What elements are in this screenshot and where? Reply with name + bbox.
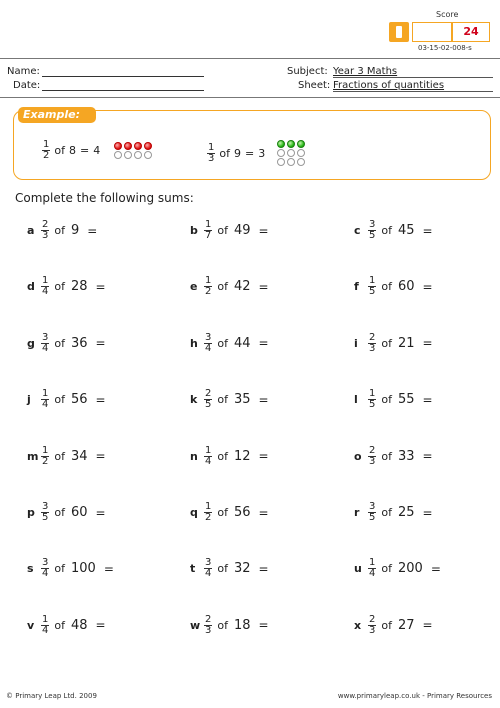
name-label: Name: xyxy=(7,66,40,77)
sum-item-n xyxy=(190,446,269,467)
sum-item-h xyxy=(190,333,269,354)
equals-sign: = xyxy=(258,618,269,633)
sum-quantity: 21 xyxy=(397,335,415,351)
sum-letter: l xyxy=(354,393,358,407)
fraction-numerator: 1 xyxy=(42,613,49,625)
sum-fraction xyxy=(204,502,212,523)
fraction-numerator: 3 xyxy=(42,331,49,343)
fraction-denominator: 5 xyxy=(369,399,376,411)
of-word: of xyxy=(54,562,65,576)
sum-letter: d xyxy=(27,280,35,294)
sum-quantity: 55 xyxy=(397,392,415,408)
of-word: of xyxy=(217,393,228,407)
sum-item-u xyxy=(354,558,441,579)
of-word: of xyxy=(217,280,228,294)
fields-divider xyxy=(0,97,500,98)
sum-quantity: 36 xyxy=(70,335,88,351)
sum-fraction xyxy=(368,276,376,297)
fraction-denominator: 2 xyxy=(43,150,50,161)
sum-item-g xyxy=(27,333,106,354)
equals-sign: = xyxy=(422,279,433,294)
sum-fraction xyxy=(41,276,49,297)
of-word: of xyxy=(54,224,65,237)
fraction-denominator: 2 xyxy=(205,512,212,523)
fraction-denominator: 4 xyxy=(205,455,212,467)
sum-quantity: 35 xyxy=(233,392,251,408)
fraction-numerator: 3 xyxy=(205,331,212,343)
of-word: of xyxy=(381,224,392,237)
fraction-numerator: 2 xyxy=(205,388,212,400)
fraction-numerator: 3 xyxy=(369,501,376,512)
fraction-denominator: 2 xyxy=(205,286,212,298)
of-word: of xyxy=(217,224,228,237)
of-word: of xyxy=(381,618,392,632)
sum-fraction xyxy=(204,333,212,354)
sum-fraction xyxy=(204,615,212,636)
equals-sign: = xyxy=(258,279,269,294)
equals-sign: = xyxy=(258,223,269,238)
fraction-denominator: 4 xyxy=(369,568,376,580)
example-quantity: 9 xyxy=(233,146,241,160)
primary-leap-logo xyxy=(389,22,409,42)
sum-item-o xyxy=(354,446,433,467)
sum-letter: s xyxy=(27,562,34,576)
sum-fraction xyxy=(368,502,376,523)
example-item-1 xyxy=(42,140,153,161)
sum-letter: e xyxy=(190,280,198,294)
sum-fraction xyxy=(41,220,49,241)
fraction-denominator: 3 xyxy=(369,455,376,467)
fraction-numerator: 1 xyxy=(205,501,212,512)
sum-quantity: 100 xyxy=(70,561,96,577)
red-counters-icon xyxy=(114,142,153,159)
equals-sign: = xyxy=(422,449,433,464)
of-word: of xyxy=(381,280,392,294)
sum-letter: g xyxy=(27,336,35,350)
sheet-value: Fractions of quantities xyxy=(333,80,445,91)
score-value: 24 xyxy=(452,22,490,42)
sum-quantity: 12 xyxy=(233,448,251,464)
sum-item-b xyxy=(190,220,269,241)
equals-sign: = xyxy=(87,223,98,238)
sum-fraction xyxy=(368,558,376,579)
green-counters-icon xyxy=(277,140,306,166)
sum-letter: j xyxy=(27,393,31,407)
equals-sign: = xyxy=(95,505,106,520)
sum-quantity: 48 xyxy=(70,617,88,633)
sum-quantity: 33 xyxy=(397,448,415,464)
sum-item-q xyxy=(190,502,269,523)
sum-letter: r xyxy=(354,506,360,519)
subject-line xyxy=(333,77,493,78)
sum-item-p xyxy=(27,502,106,523)
fraction-denominator: 3 xyxy=(208,152,215,164)
subject-label: Subject: xyxy=(287,66,328,77)
sum-fraction xyxy=(204,446,212,467)
equals-sign: = xyxy=(430,561,441,576)
name-line[interactable] xyxy=(42,76,204,77)
sum-letter: c xyxy=(354,224,361,237)
sum-item-l xyxy=(354,389,433,410)
fraction-denominator: 5 xyxy=(369,286,376,298)
header-divider xyxy=(0,58,500,59)
sum-fraction xyxy=(368,389,376,410)
fraction-numerator: 1 xyxy=(369,275,376,287)
sum-item-j xyxy=(27,389,106,410)
equals-sign: = xyxy=(422,505,433,520)
sum-letter: b xyxy=(190,224,198,237)
fraction-numerator: 3 xyxy=(42,501,49,512)
fraction-numerator: 2 xyxy=(369,613,376,625)
equals-sign: = xyxy=(103,561,114,576)
equals-sign: = xyxy=(422,336,433,351)
equals-sign: = xyxy=(95,618,106,633)
sum-quantity: 9 xyxy=(70,223,80,238)
of-word: of xyxy=(54,280,65,294)
equals-sign: = xyxy=(95,279,106,294)
fraction-numerator: 1 xyxy=(42,275,49,287)
sum-quantity: 32 xyxy=(233,561,251,577)
fraction-denominator: 4 xyxy=(42,342,49,354)
of-word: of xyxy=(381,562,392,576)
equals-sign: = xyxy=(422,223,433,238)
equals-sign: = xyxy=(258,392,269,407)
sum-quantity: 42 xyxy=(233,279,251,295)
sum-item-r xyxy=(354,502,433,523)
fraction-denominator: 4 xyxy=(205,342,212,354)
fraction-denominator: 4 xyxy=(42,568,49,580)
fraction-numerator: 2 xyxy=(205,613,212,625)
fraction-numerator: 1 xyxy=(42,444,49,456)
sum-item-d xyxy=(27,276,106,297)
sum-letter: n xyxy=(190,449,198,463)
sum-quantity: 44 xyxy=(233,335,251,351)
fraction-numerator: 1 xyxy=(42,388,49,400)
sum-letter: t xyxy=(190,562,196,576)
sum-fraction xyxy=(368,333,376,354)
of-word: of xyxy=(381,393,392,407)
sum-item-v xyxy=(27,615,106,636)
sum-item-w xyxy=(190,615,269,636)
instruction-text: Complete the following sums: xyxy=(15,191,194,205)
fraction-numerator: 3 xyxy=(205,557,212,569)
equals-sign: = xyxy=(258,336,269,351)
sum-quantity: 56 xyxy=(233,505,251,520)
sum-letter: q xyxy=(190,506,198,519)
fraction-denominator: 4 xyxy=(42,399,49,411)
fraction-numerator: 2 xyxy=(42,219,49,230)
fraction-denominator: 3 xyxy=(369,624,376,636)
equals-sign: = xyxy=(244,146,255,160)
of-word: of xyxy=(54,506,65,519)
date-label: Date: xyxy=(13,80,41,91)
fraction-denominator: 5 xyxy=(369,230,376,241)
example-quantity: 8 xyxy=(68,144,76,157)
fraction-denominator: 4 xyxy=(42,624,49,636)
of-word: of xyxy=(54,618,65,632)
sheet-code: 03-15-02-008-s xyxy=(418,44,472,52)
fraction-numerator: 1 xyxy=(205,444,212,456)
fraction-numerator: 1 xyxy=(43,139,50,150)
sum-quantity: 49 xyxy=(233,223,251,238)
sum-item-e xyxy=(190,276,269,297)
of-word: of xyxy=(217,449,228,463)
fraction-numerator: 3 xyxy=(369,219,376,230)
sum-item-k xyxy=(190,389,269,410)
example-title: Example: xyxy=(18,107,96,123)
fraction-numerator: 1 xyxy=(205,275,212,287)
fraction-denominator: 2 xyxy=(42,455,49,467)
sum-letter: w xyxy=(190,618,201,632)
fraction-numerator: 3 xyxy=(42,557,49,569)
fraction-denominator: 3 xyxy=(42,230,49,241)
of-word: of xyxy=(54,336,65,350)
equals-sign: = xyxy=(422,392,433,407)
footer-website[interactable]: www.primaryleap.co.uk - Primary Resources xyxy=(337,692,492,700)
fraction-denominator: 5 xyxy=(369,512,376,523)
sum-item-a xyxy=(27,220,97,241)
sum-item-m xyxy=(27,446,106,467)
fraction-numerator: 1 xyxy=(369,557,376,569)
date-line[interactable] xyxy=(42,90,204,91)
logo-bar xyxy=(396,26,402,38)
sheet-label: Sheet: xyxy=(298,80,331,91)
sum-letter: m xyxy=(27,449,39,463)
of-word: of xyxy=(217,562,228,576)
fraction-numerator: 1 xyxy=(205,219,212,230)
sum-fraction xyxy=(41,615,49,636)
sum-letter: u xyxy=(354,562,362,576)
footer-copyright: © Primary Leap Ltd. 2009 xyxy=(6,692,97,700)
equals-sign: = xyxy=(95,392,106,407)
sum-fraction xyxy=(204,220,212,241)
sum-quantity: 34 xyxy=(70,448,88,464)
sum-letter: o xyxy=(354,449,362,463)
sum-item-t xyxy=(190,558,269,579)
of-word: of xyxy=(381,449,392,463)
sum-quantity: 18 xyxy=(233,617,251,633)
sheet-line xyxy=(333,91,493,92)
equals-sign: = xyxy=(95,449,106,464)
sum-fraction xyxy=(41,333,49,354)
sum-fraction xyxy=(41,446,49,467)
sum-quantity: 200 xyxy=(397,561,423,577)
sum-letter: p xyxy=(27,506,35,519)
example-fraction xyxy=(42,140,50,161)
sum-fraction xyxy=(41,502,49,523)
sum-fraction xyxy=(41,389,49,410)
sum-item-s xyxy=(27,558,114,579)
fraction-denominator: 4 xyxy=(42,286,49,298)
fraction-denominator: 5 xyxy=(205,399,212,411)
fraction-numerator: 1 xyxy=(208,141,215,153)
sum-item-x xyxy=(354,615,433,636)
sum-quantity: 45 xyxy=(397,223,415,238)
sum-fraction xyxy=(204,276,212,297)
of-word: of xyxy=(54,393,65,407)
example-answer: 3 xyxy=(258,146,266,160)
of-word: of xyxy=(217,506,228,519)
fraction-numerator: 1 xyxy=(369,388,376,400)
sum-letter: k xyxy=(190,393,198,407)
example-fraction xyxy=(207,143,215,164)
fraction-denominator: 3 xyxy=(369,342,376,354)
sum-quantity: 60 xyxy=(397,279,415,295)
equals-sign: = xyxy=(79,144,90,157)
sum-quantity: 27 xyxy=(397,617,415,633)
sum-quantity: 25 xyxy=(397,505,415,520)
sum-letter: v xyxy=(27,618,35,632)
sum-fraction xyxy=(368,615,376,636)
sum-item-c xyxy=(354,220,433,241)
fraction-denominator: 3 xyxy=(205,624,212,636)
sum-quantity: 56 xyxy=(70,392,88,408)
sum-fraction xyxy=(204,389,212,410)
subject-value: Year 3 Maths xyxy=(333,66,398,77)
sum-fraction xyxy=(368,220,376,241)
sum-fraction xyxy=(41,558,49,579)
sum-letter: i xyxy=(354,336,358,350)
score-blank-box xyxy=(412,22,452,42)
equals-sign: = xyxy=(95,336,106,351)
fraction-numerator: 2 xyxy=(369,444,376,456)
equals-sign: = xyxy=(258,561,269,576)
sum-fraction xyxy=(368,446,376,467)
sum-item-f xyxy=(354,276,433,297)
sum-letter: h xyxy=(190,336,198,350)
fraction-denominator: 5 xyxy=(42,512,49,523)
sum-quantity: 60 xyxy=(70,505,88,520)
of-word: of xyxy=(381,336,392,350)
of-word: of xyxy=(381,506,392,519)
score-label: Score xyxy=(436,10,459,19)
fraction-denominator: 7 xyxy=(205,230,212,241)
sum-letter: a xyxy=(27,224,35,237)
of-word: of xyxy=(217,336,228,350)
fraction-denominator: 4 xyxy=(205,568,212,580)
sum-quantity: 28 xyxy=(70,279,88,295)
example-answer: 4 xyxy=(93,144,101,157)
equals-sign: = xyxy=(258,505,269,520)
fraction-numerator: 2 xyxy=(369,331,376,343)
sum-letter: x xyxy=(354,618,362,632)
example-item-2 xyxy=(207,140,306,166)
of-word: of xyxy=(219,146,230,160)
of-word: of xyxy=(54,449,65,463)
sum-item-i xyxy=(354,333,433,354)
equals-sign: = xyxy=(422,618,433,633)
of-word: of xyxy=(217,618,228,632)
sum-fraction xyxy=(204,558,212,579)
sum-letter: f xyxy=(354,280,359,294)
equals-sign: = xyxy=(258,449,269,464)
of-word: of xyxy=(54,144,65,157)
